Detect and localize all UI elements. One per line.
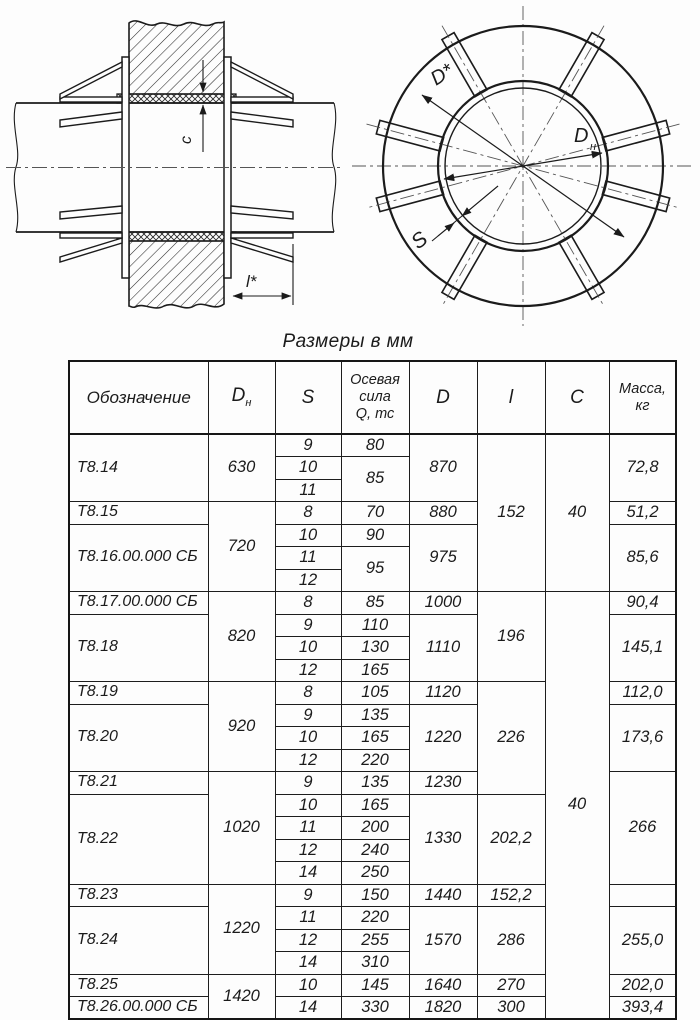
value-cell: 51,2 <box>609 502 676 525</box>
col-header-s: S <box>275 361 341 434</box>
end-view-drawing <box>348 0 700 330</box>
designation-cell: Т8.26.00.000 СБ <box>69 997 208 1020</box>
value-cell: 8 <box>275 682 341 705</box>
value-cell: 920 <box>208 682 275 772</box>
value-cell: 14 <box>275 997 341 1020</box>
value-cell: 85,6 <box>609 524 676 592</box>
value-cell: 9 <box>275 772 341 795</box>
value-cell: 165 <box>341 659 409 682</box>
designation-cell: Т8.19 <box>69 682 208 705</box>
value-cell: 1570 <box>409 907 477 975</box>
dim-label-dn: D <box>574 125 589 147</box>
designation-cell: Т8.20 <box>69 704 208 772</box>
value-cell: 152 <box>477 434 545 592</box>
value-cell: 1440 <box>409 884 477 907</box>
value-cell: 9 <box>275 434 341 457</box>
value-cell: 70 <box>341 502 409 525</box>
value-cell: 630 <box>208 434 275 502</box>
value-cell: 165 <box>341 794 409 817</box>
dim-label-s: S <box>406 227 433 254</box>
dim-label-l-star: l* <box>246 272 257 291</box>
value-cell: 200 <box>341 817 409 840</box>
dim-label-d-star: D* <box>426 59 458 91</box>
value-cell: 80 <box>341 434 409 457</box>
value-cell: 12 <box>275 929 341 952</box>
dimensions-table <box>68 360 677 1020</box>
col-header-dn: $D_н$ <box>208 361 275 434</box>
col-header-d: D <box>409 361 477 434</box>
value-cell: 11 <box>275 547 341 570</box>
value-cell: 9 <box>275 704 341 727</box>
value-cell: 40 <box>545 592 609 1020</box>
value-cell: 11 <box>275 907 341 930</box>
value-cell: 152,2 <box>477 884 545 907</box>
value-cell: 266 <box>609 772 676 885</box>
value-cell: 95 <box>341 547 409 592</box>
value-cell: 90,4 <box>609 592 676 615</box>
value-cell: 9 <box>275 884 341 907</box>
value-cell: 10 <box>275 524 341 547</box>
value-cell: 165 <box>341 727 409 750</box>
table-caption: Размеры в мм <box>282 331 414 352</box>
value-cell: 300 <box>477 997 545 1020</box>
value-cell: 1110 <box>409 614 477 682</box>
value-cell: 1230 <box>409 772 477 795</box>
value-cell: 1120 <box>409 682 477 705</box>
value-cell: 220 <box>341 907 409 930</box>
value-cell: 202,2 <box>477 794 545 884</box>
value-cell: 10 <box>275 794 341 817</box>
value-cell: 90 <box>341 524 409 547</box>
value-cell: 8 <box>275 502 341 525</box>
table-row <box>69 434 676 457</box>
value-cell: 12 <box>275 839 341 862</box>
value-cell: 150 <box>341 884 409 907</box>
value-cell: 870 <box>409 434 477 502</box>
value-cell: 310 <box>341 952 409 975</box>
designation-cell: Т8.24 <box>69 907 208 975</box>
value-cell: 1220 <box>409 704 477 772</box>
table-row <box>69 592 676 615</box>
value-cell: 1330 <box>409 794 477 884</box>
value-cell: 10 <box>275 974 341 997</box>
value-cell: 286 <box>477 907 545 975</box>
value-cell: 12 <box>275 749 341 772</box>
table-body <box>69 434 676 1019</box>
value-cell: 720 <box>208 502 275 592</box>
value-cell: 10 <box>275 457 341 480</box>
value-cell: 14 <box>275 952 341 975</box>
designation-cell: Т8.22 <box>69 794 208 884</box>
value-cell: 85 <box>341 457 409 502</box>
col-header-mass: Масса, кг <box>609 361 676 434</box>
value-cell: 240 <box>341 839 409 862</box>
section-view-drawing <box>0 0 350 330</box>
dim-label-dn-sub: н <box>590 141 597 153</box>
value-cell: 85 <box>341 592 409 615</box>
value-cell: 330 <box>341 997 409 1020</box>
value-cell: 10 <box>275 727 341 750</box>
designation-cell: Т8.21 <box>69 772 208 795</box>
dim-label-c: с <box>178 136 195 144</box>
designation-cell: Т8.14 <box>69 434 208 502</box>
value-cell: 11 <box>275 817 341 840</box>
value-cell: 110 <box>341 614 409 637</box>
value-cell: 135 <box>341 772 409 795</box>
value-cell: 135 <box>341 704 409 727</box>
value-cell: 202,0 <box>609 974 676 997</box>
value-cell: 40 <box>545 434 609 592</box>
value-cell: 72,8 <box>609 434 676 502</box>
designation-cell: Т8.25 <box>69 974 208 997</box>
value-cell: 220 <box>341 749 409 772</box>
value-cell: 12 <box>275 569 341 592</box>
value-cell: 226 <box>477 682 545 795</box>
value-cell: 975 <box>409 524 477 592</box>
value-cell: 250 <box>341 862 409 885</box>
value-cell: 130 <box>341 637 409 660</box>
value-cell: 173,6 <box>609 704 676 772</box>
value-cell: 9 <box>275 614 341 637</box>
col-header-designation: Обозначение <box>69 361 208 434</box>
table-header-row <box>69 361 676 434</box>
value-cell: 10 <box>275 637 341 660</box>
value-cell: 1020 <box>208 772 275 885</box>
value-cell: 112,0 <box>609 682 676 705</box>
value-cell: 12 <box>275 659 341 682</box>
designation-cell: Т8.17.00.000 СБ <box>69 592 208 615</box>
value-cell: 270 <box>477 974 545 997</box>
value-cell: 880 <box>409 502 477 525</box>
value-cell: 820 <box>208 592 275 682</box>
col-header-c: C <box>545 361 609 434</box>
designation-cell: Т8.18 <box>69 614 208 682</box>
value-cell: 1820 <box>409 997 477 1020</box>
designation-cell: Т8.15 <box>69 502 208 525</box>
value-cell: 393,4 <box>609 997 676 1020</box>
value-cell: 1220 <box>208 884 275 974</box>
value-cell: 196 <box>477 592 545 682</box>
value-cell: 14 <box>275 862 341 885</box>
value-cell: 1640 <box>409 974 477 997</box>
designation-cell: Т8.23 <box>69 884 208 907</box>
col-header-axial-force: Осевая сила Q, тс <box>341 361 409 434</box>
value-cell: 145,1 <box>609 614 676 682</box>
value-cell: 1420 <box>208 974 275 1019</box>
designation-cell: Т8.16.00.000 СБ <box>69 524 208 592</box>
value-cell: 8 <box>275 592 341 615</box>
col-header-l: l <box>477 361 545 434</box>
value-cell: 11 <box>275 479 341 502</box>
value-cell: 105 <box>341 682 409 705</box>
value-cell: 145 <box>341 974 409 997</box>
wall-section <box>129 21 224 308</box>
value-cell: 255 <box>341 929 409 952</box>
value-cell: 255,0 <box>609 907 676 975</box>
value-cell: 1000 <box>409 592 477 615</box>
